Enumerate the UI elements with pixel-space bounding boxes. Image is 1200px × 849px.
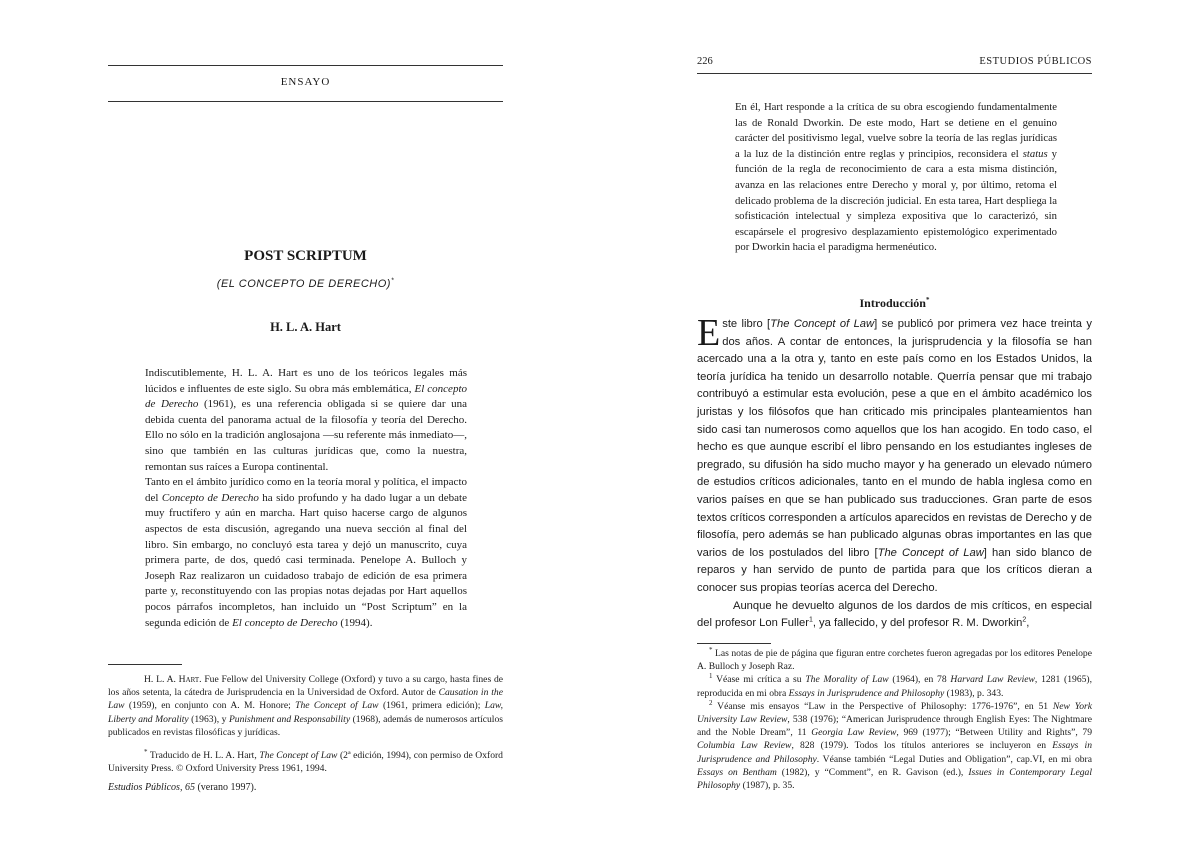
abstract <box>145 366 467 631</box>
footnote-rule <box>108 664 182 665</box>
abstract-paragraph: Tanto en el ámbito jurídico como en la teoría moral y política, el impacto del Concepto de Derecho ha sido profundo y ha dado lugar a un debate muy fructífero y aún en marcha. Hart quiso hacerse cargo de algunos aspectos de esta discusión, agregando una nueva sección al final del libro. Sin embargo, no concluyó esta tarea y dejó un manuscrito, cuya primera parte, de dos, quedó casi terminada. Penelope A. Bulloch y Joseph Raz realizaron un cuidadoso trabajo de edición de esa primera parte y, reconstituyendo con las propias notas dejadas por Hart aquellos pocos párrafos incompletos, han incluido un “Post Scriptum” en la segunda edición de El concepto de Derecho (1994). <box>145 476 467 629</box>
abstract-continuation: En él, Hart responde a la crítica de su obra escogiendo fundamentalmente las de Ronald Dworkin. De este modo, Hart se detiene en el genuino carácter del positivismo legal, vuelve sobre la teoría de las reglas jurídicas a la luz de la distinción entre reglas y principios, reconsidera el status y función de la regla de reconocimiento de cara a esta misma distinción, avanza en las relaciones entre Derecho y moral y, por último, retoma el delicado problema de la discreción judicial. En esta tarea, Hart despliega la sofisticación intelectual y simpleza expositiva que lo caracterizó, sin escapársele el progresivo desplazamiento epistemológico experimentado por Dworkin hacia el paradigma hermenéutico. <box>735 101 1058 254</box>
author-name: H. L. A. Hart <box>270 320 341 334</box>
running-title: ENSAYO <box>280 76 331 88</box>
header-rule-bottom <box>108 101 503 102</box>
section-heading: Introducción* <box>859 296 930 310</box>
page-number: 226 <box>697 56 713 67</box>
footnote-rule <box>697 643 771 644</box>
abstract-paragraph: Indiscutiblemente, H. L. A. Hart es uno de los teóricos legales más lúcidos e influentes de este siglo. Su obra más emblemática, El concepto de Derecho (1961), es una referencia obligada si se quiere dar una debida cuenta del panorama actual de la filosofía y teoría del Derecho. Ello no sólo en la tradición anglosajona —su referente más inmediato—, sino que también en las culturas jurídicas que, como la nuestra, remontan sus raíces a Europa continental. <box>145 367 467 473</box>
drop-cap: E <box>697 312 721 354</box>
footnotes <box>697 647 1092 792</box>
header-rule-top <box>108 65 503 66</box>
footnote-author-bio: H. L. A. Hart. Fue Fellow del University College (Oxford) y tuvo a su cargo, hasta fines de los años setenta, la cátedra de Jurisprudencia en la Universidad de Oxford. Autor de Causation in the Law (1959), en conjunto con A. M. Honore; The Concept of Law (1961, primera edición); Law, Liberty and Morality (1963), y Punishment and Responsability (1968), además de numerosos artículos publicados en revistas filosóficas y jurídicas. <box>108 674 503 738</box>
journal-citation: Estudios Públicos, 65 (verano 1997). <box>108 782 257 793</box>
article-subtitle: (EL CONCEPTO DE DERECHO)* <box>216 277 395 290</box>
header-rule <box>697 73 1092 74</box>
article-title: POST SCRIPTUM <box>244 248 367 264</box>
running-head: ESTUDIOS PÚBLICOS <box>979 56 1092 67</box>
footnote: $^2$ Véanse mis ensayos “Law in the Perspective of Philosophy: 1776-1976”, en 51 New York University Law Review, 538 (1976); “American Jurisprudence through English Eyes: The Nightmare and the Noble Dream”, 11 Georgia Law Review, 969 (1977); “Between Utility and Rights”, 79 Columbia Law Review, 828 (1979). Todos los títulos anteriores se incluyeron en Essays in Jurisprudence and Philosophy. Véanse también “Legal Duties and Obligation”, cap.VI, en mi obra Essays on Bentham (1982), y “Comment”, en R. Gavison (ed.), Issues in Contemporary Legal Philosophy (1987), p. 35. <box>697 698 1093 792</box>
footnote-translation: * Traducido de H. L. A. Hart, The Concept of Law (2ª edición, 1994), con permiso de Oxford University Press. © Oxford University Press 1961, 1994. <box>108 747 503 775</box>
body-paragraph: Este libro [The Concept of Law] se publicó por primera vez hace treinta y dos años. A contar de entonces, la jurisprudencia y la filosofía se han acercado una a la otra y, tanto en este país como en los Estados Unidos, la teoría jurídica ha tenido un desarrollo notable. Querría pensar que mi trabajo contribuyó a estimular esta evolución, pese a que en el ámbito académico los juristas y los filósofos que han criticado mis principales planteamientos han sido casi tan numerosos como aquellos que los han acogido. En todo caso, el hecho es que aunque escribí el libro pensando en los estudiantes ingleses de pregrado, su difusión ha sido mucho mayor y ha generado un elevado número de estudios críticos adicionales, tanto en el mundo de habla inglesa como en varios países en que se han publicado sus traducciones. Gran parte de esos textos críticos corresponden a artículos aparecidos en revistas de Derecho y de filosofía, pero además se han publicado algunas obras importantes en las que varios de los postulados del libro [The Concept of Law] han sido blanco de reparos y han servido de punto de partida para que los críticos dieran a conocer sus propias teorías acerca del Derecho. <box>697 312 1092 594</box>
body-text <box>697 312 1092 633</box>
footnote: $^1$ Véase mi crítica a su The Morality of Law (1964), en 78 Harvard Law Review, 1281 (1965), reproducida en mi obra Essays in Jurisprudence and Philosophy (1983), p. 343. <box>697 672 1093 699</box>
subtitle-note-mark: * <box>390 277 395 285</box>
body-paragraph: Aunque he devuelto algunos de los dardos de mis críticos, en especial del profesor Lon Fuller$^1$, ya fallecido, y del profesor R. M. Dworkin$^2$, <box>697 599 1092 630</box>
footnote: * Las notas de pie de página que figuran entre corchetes fueron agregadas por los editores Penelope A. Bulloch y Joseph Raz. <box>697 645 1092 673</box>
